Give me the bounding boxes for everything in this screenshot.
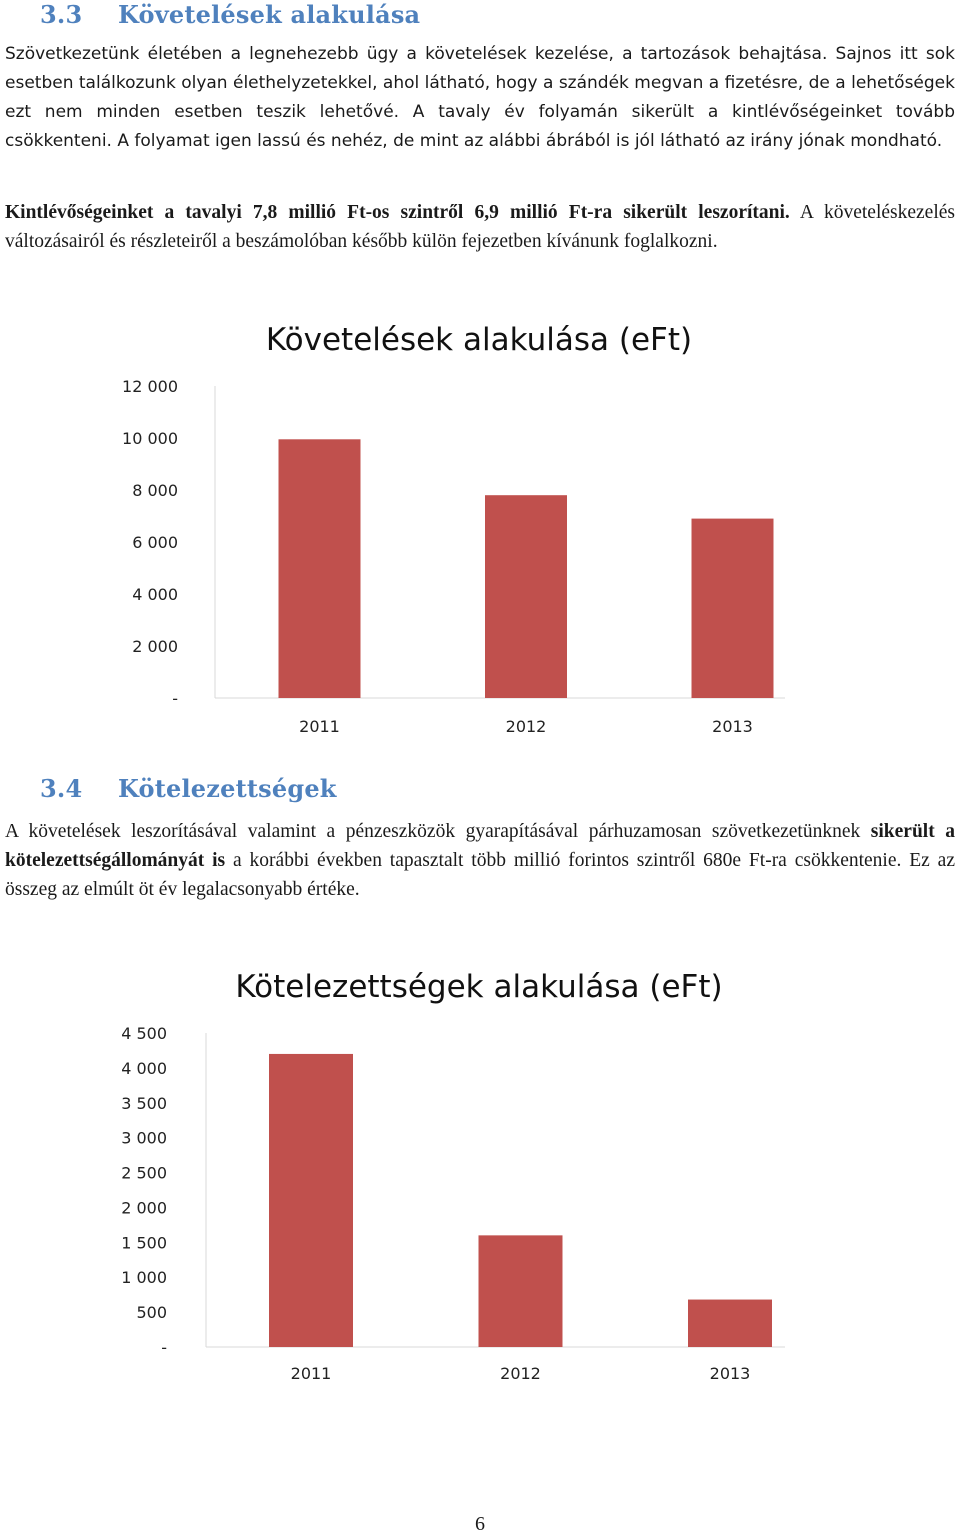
y-tick-label: 2 500 (121, 1163, 167, 1183)
y-tick-label: 6 000 (132, 533, 178, 552)
chart-receivables-svg (0, 300, 960, 760)
bar (479, 1235, 563, 1347)
y-tick-label: 3 500 (121, 1093, 167, 1113)
section-heading-3-3 (40, 0, 420, 29)
paragraph-liabilities (5, 817, 955, 904)
y-tick-label: 4 000 (132, 585, 178, 604)
y-tick-label: 2 000 (121, 1198, 167, 1218)
y-tick-label: 4 000 (121, 1058, 167, 1078)
x-tick-label: 2011 (290, 1364, 332, 1383)
bold-statement: sikerült a kötelezettségállományát is (5, 821, 955, 871)
y-tick-label: 1 000 (121, 1268, 167, 1288)
chart-title: Követelések alakulása (eFt) (265, 322, 693, 358)
y-tick-label: 500 (136, 1303, 167, 1323)
bar (269, 1054, 353, 1347)
paragraph-text: A követelések leszorításával valamint a pénzeszközök gyarapításával párhuzamosan szövetkezetünknek (5, 821, 871, 842)
bar (279, 439, 361, 698)
y-tick-label: - (172, 689, 178, 708)
x-tick-label: 2013 (709, 1364, 751, 1383)
chart-liabilities-svg (0, 950, 960, 1400)
y-tick-label: 8 000 (132, 481, 178, 500)
y-tick-label: 10 000 (122, 429, 178, 448)
paragraph-intro: Szövetkezetünk életében a legnehezebb ügy a követelések kezelése, a tartozások behajtása. Sajnos itt sok esetben találkozunk olyan élethelyzetekkel, ahol látható, hogy a szándék megvan a fizetésre, de a lehetőségek ezt nem minden esetben teszik lehetővé. A tavaly év folyamán sikerült a kintlévőségeinket tovább csökkenteni. A folyamat igen lassú és nehéz, de mint az alábbi ábrából is jól látható az irány jónak mondható. (5, 44, 955, 151)
bar (688, 1300, 772, 1347)
section-title: Kötelezettségek (118, 774, 337, 803)
paragraph-rest: A követeléskezelés változásairól és részleteiről a beszámolóban később külön fejezetben kívánunk foglalkozni. (5, 202, 955, 252)
y-tick-label: 3 000 (121, 1128, 167, 1148)
bar (692, 519, 774, 698)
paragraph-summary (5, 198, 955, 256)
bold-statement: Kintlévőségeinket a tavalyi 7,8 millió Ft-os szintről 6,9 millió Ft-ra sikerült leszorítani. (5, 202, 790, 223)
section-number: 3.3 (40, 0, 83, 29)
bar (485, 495, 567, 698)
x-tick-label: 2012 (500, 1364, 541, 1383)
section-number: 3.4 (40, 774, 83, 803)
y-tick-label: 2 000 (132, 637, 178, 656)
y-tick-label: 1 500 (121, 1233, 167, 1253)
x-tick-label: 2013 (712, 717, 753, 736)
y-tick-label: 4 500 (121, 1024, 167, 1043)
section-title: Követelések alakulása (118, 0, 421, 29)
x-tick-label: 2012 (505, 717, 547, 736)
chart-receivables (0, 300, 960, 760)
y-tick-label: 12 000 (122, 377, 178, 396)
page-number: 6 (475, 1513, 485, 1535)
paragraph-text: a korábbi években tapasztalt több millió forintos szintről 680e Ft-ra csökkentenie. Ez az összeg az elmúlt öt év legalacsonyabb értéke. (5, 850, 955, 900)
chart-title: Kötelezettségek alakulása (eFt) (235, 969, 723, 1005)
section-heading-3-4 (40, 774, 337, 803)
x-tick-label: 2011 (299, 717, 340, 736)
y-tick-label: - (161, 1338, 167, 1357)
chart-liabilities (0, 950, 960, 1400)
